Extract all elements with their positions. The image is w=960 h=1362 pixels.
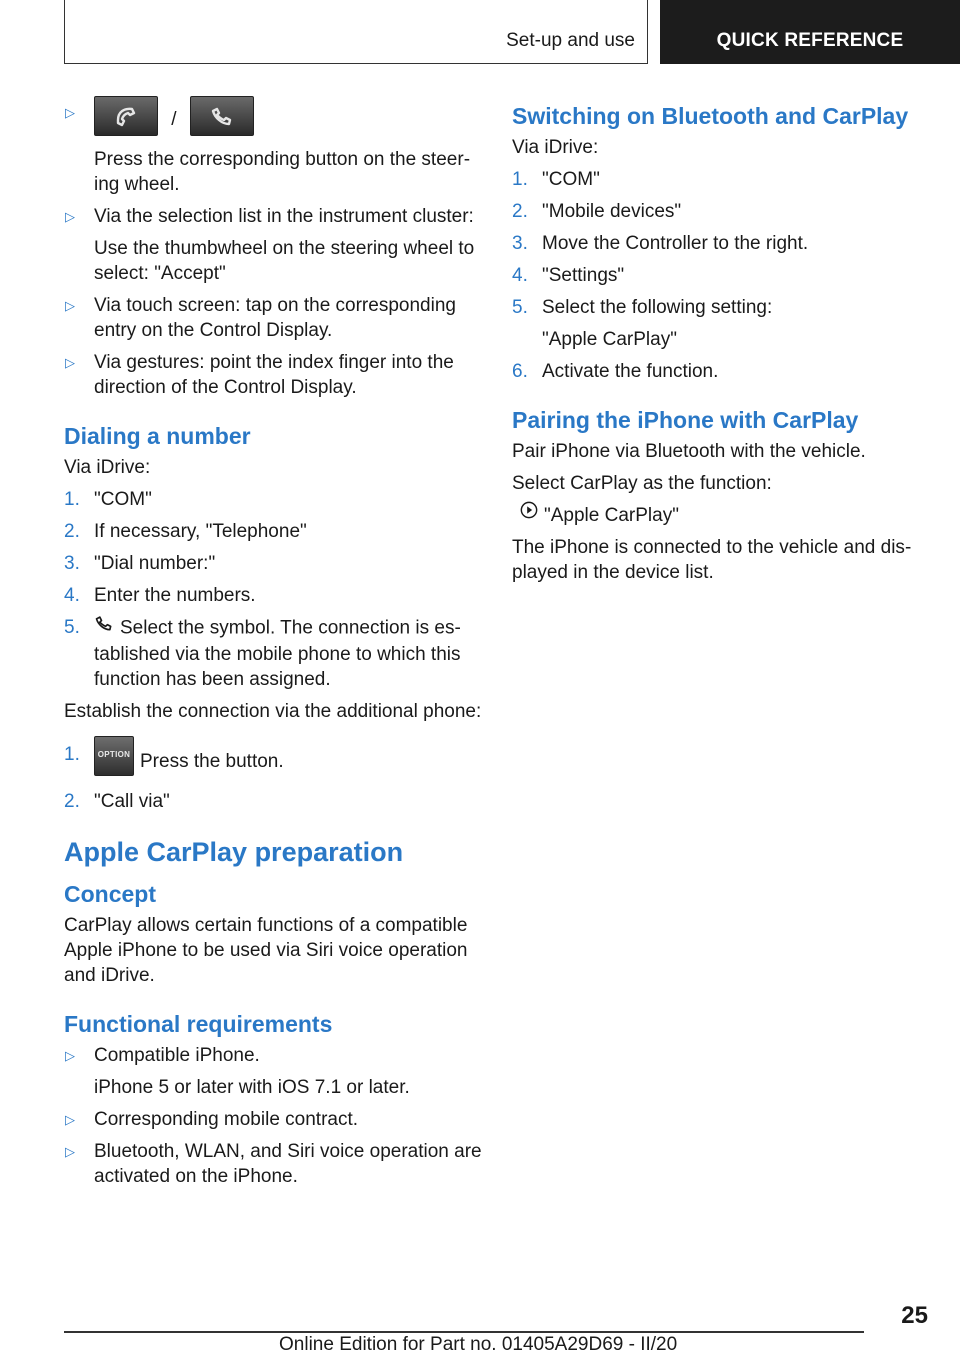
step-number: 1. [64, 744, 80, 765]
step-item [64, 487, 484, 512]
bullet-item [64, 100, 484, 197]
triangle-bullet-icon: ▷ [65, 209, 75, 224]
heading-carplay-preparation: Apple CarPlay preparation [64, 837, 404, 867]
triangle-bullet-icon: ▷ [65, 355, 75, 370]
pairing-menu-text: "Apple CarPlay" [544, 505, 679, 526]
heading-pairing-iphone: Pairing the iPhone with CarPlay [512, 407, 859, 433]
step-item [64, 742, 484, 782]
step-item [64, 551, 484, 576]
step-number: 5. [512, 297, 528, 318]
step-number: 2. [512, 201, 528, 222]
phone-handset-icon [94, 613, 114, 640]
end-call-button-icon [190, 96, 254, 136]
triangle-bullet-icon: ▷ [65, 1048, 75, 1063]
header-section-title: Set-up and use [506, 30, 635, 51]
additional-phone-text: Establish the connection via the additional phone: [64, 701, 482, 722]
bullet-text: Via the selection list in the instrument cluster: [94, 206, 474, 227]
bullet-item [64, 293, 484, 343]
step-text: "Dial number:" [94, 553, 216, 574]
pairing-menu-line [512, 503, 932, 528]
step-text: "Mobile devices" [542, 201, 682, 222]
step-item [512, 263, 932, 288]
option-button-icon [94, 736, 134, 776]
heading-switching-bluetooth: Switching on Bluetooth and CarPlay [512, 103, 909, 129]
step-item [512, 295, 932, 352]
bullet-text: Compatible iPhone. [94, 1045, 260, 1066]
step-item [512, 167, 932, 192]
bullet-item [64, 1139, 484, 1189]
via-idrive-label: Via iDrive: [64, 457, 151, 478]
bullet-subtext: iPhone 5 or later with iOS 7.1 or later. [94, 1077, 410, 1098]
step-number: 3. [512, 233, 528, 254]
step-item [512, 199, 932, 224]
step-text: Enter the numbers. [94, 585, 256, 606]
header-chapter-title: QUICK REFERENCE [716, 30, 904, 51]
step-number: 4. [512, 265, 528, 286]
triangle-bullet-icon: ▷ [65, 298, 75, 313]
bullet-text: Press the corresponding button on the steering wheel. [94, 149, 471, 195]
heading-concept: Concept [64, 881, 156, 907]
step-item [64, 519, 484, 544]
step-subtext: "Apple CarPlay" [542, 329, 677, 350]
pairing-text-1: Pair iPhone via Bluetooth with the vehicle. [512, 441, 866, 462]
page-number: 25 [901, 1302, 928, 1329]
bullet-item [64, 1043, 484, 1100]
step-text: "COM" [542, 169, 600, 190]
step-number: 1. [512, 169, 528, 190]
triangle-bullet-icon: ▷ [65, 105, 75, 120]
step-number: 5. [64, 617, 80, 638]
right-column [512, 102, 932, 592]
bullet-item [64, 350, 484, 400]
triangle-bullet-icon: ▷ [65, 1144, 75, 1159]
step-number: 3. [64, 553, 80, 574]
step-text: "Settings" [542, 265, 625, 286]
bullet-text: Via touch screen: tap on the corresponding entry on the Control Display. [94, 295, 456, 341]
step-item [64, 789, 484, 814]
step-text: If necessary, "Telephone" [94, 521, 307, 542]
step-number: 2. [64, 521, 80, 542]
step-text: "COM" [94, 489, 152, 510]
play-circle-icon [520, 501, 538, 526]
heading-dialing: Dialing a number [64, 423, 251, 449]
footer-divider [64, 1331, 864, 1333]
bullet-text: Bluetooth, WLAN, and Siri voice operation are activated on the iPhone. [94, 1141, 482, 1187]
step-number: 6. [512, 361, 528, 382]
step-text: Select the following setting: [542, 297, 773, 318]
step-item [64, 615, 484, 692]
step-item [512, 231, 932, 256]
bullet-subtext: Use the thumbwheel on the steering wheel to select: "Accept" [94, 238, 475, 284]
step-text: Select the symbol. The connection is established via the mobile phone to which this function has been assigned. [94, 617, 461, 690]
heading-functional-requirements: Functional requirements [64, 1011, 333, 1037]
via-idrive-label: Via iDrive: [512, 137, 599, 158]
slash-separator: / [171, 109, 177, 131]
step-text: Activate the function. [542, 361, 719, 382]
step-item [64, 583, 484, 608]
bullet-text: Corresponding mobile contract. [94, 1109, 359, 1130]
step-number: 1. [64, 489, 80, 510]
bullet-item [64, 204, 484, 286]
triangle-bullet-icon: ▷ [65, 1112, 75, 1127]
step-text: "Call via" [94, 791, 170, 812]
pairing-text-2: Select CarPlay as the function: [512, 473, 772, 494]
accept-call-button-icon [94, 96, 158, 136]
step-number: 2. [64, 791, 80, 812]
step-text: Move the Controller to the right. [542, 233, 809, 254]
bullet-text: Via gestures: point the index finger into the direction of the Control Display. [94, 352, 454, 398]
option-button-label: OPTION [97, 750, 131, 759]
step-text: Press the button. [140, 751, 284, 773]
step-number: 4. [64, 585, 80, 606]
header-chapter-box [660, 0, 960, 64]
pairing-text-4: The iPhone is connected to the vehicle and displayed in the device list. [512, 537, 912, 584]
header-section-box [64, 0, 648, 64]
left-column [64, 100, 484, 1196]
concept-text: CarPlay allows certain functions of a compatible Apple iPhone to be used via Siri voice operation and iDrive. [64, 915, 468, 986]
step-item [512, 359, 932, 384]
footer-edition: Online Edition for Part no. 01405A29D69 - II/20 [279, 1334, 678, 1355]
bullet-item [64, 1107, 484, 1132]
